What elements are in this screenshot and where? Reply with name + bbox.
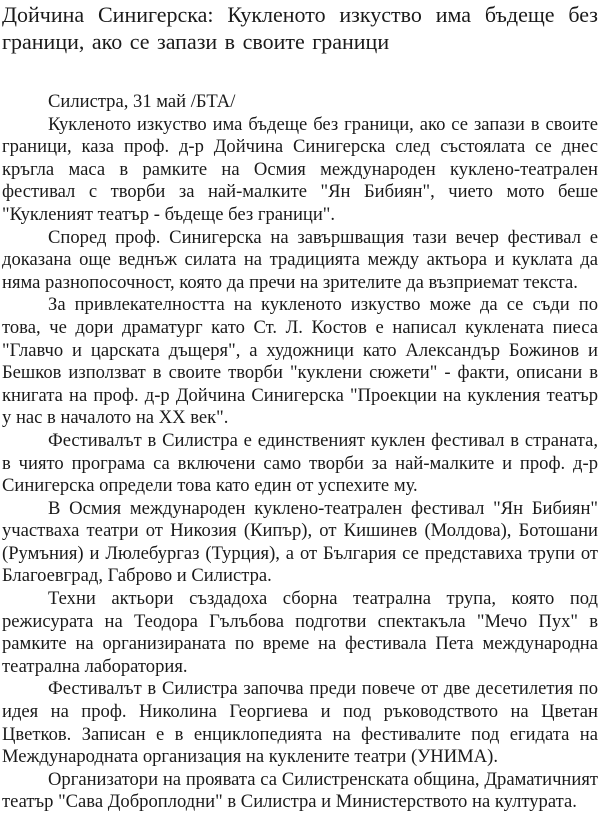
- paragraph: Техни актьори създадоха сборна театрална трупа, която под режисурата на Теодора Гълъбова подготви спектакъла "Мечо Пух" в рамките на организираната по време на фестивала Пета международна театрална лаборатория.: [2, 588, 598, 677]
- paragraph: Фестивалът в Силистра е единственият куклен фестивал в страната, в чиято програма са включени само творби за най-малките и проф. д-р Синигерска определи това като един от успехите му.: [2, 429, 598, 497]
- paragraph: Фестивалът в Силистра започва преди повече от две десетилетия по идея на проф. Николина Георгиева и под ръководството на Цветан Цветков. Записан е в енциклопедията на фестивалите под егидата на Международната организация на куклените театри (УНИМА).: [2, 678, 598, 768]
- article-dateline: Силистра, 31 май /БТА/: [48, 91, 236, 112]
- paragraph: За привлекателността на кукленото изкуство може да се съди по това, че дори драматург като Ст. Л. Костов е написал куклената пиеса "Главчо и царската дъщеря", а художници като Александър Божинов и Бешков използват в своите творби "куклени сюжети" - факти, описани в книгата на проф. д-р Дойчина Синигерска "Проекции на кукления театър у нас в началото на ХХ век".: [2, 294, 598, 429]
- article-title: Дойчина Синигерска: Кукленото изкуство има бъдеще без граници, ако се запази в своите граници: [2, 2, 598, 54]
- paragraph: Според проф. Синигерска на завършващия тази вечер фестивал е доказана още веднъж силата на традицията между актьора и куклата да няма разнопосочност, която да пречи на зрителите да възприемат текста.: [2, 226, 598, 293]
- paragraph: В Осмия международен куклено-театрален фестивал "Ян Бибиян" участваха театри от Никозия (Кипър), от Кишинев (Молдова), Ботошани (Румъния) и Люлебургаз (Турция), а от България се представиха трупи от Благоевград, Габрово и Силистра.: [2, 497, 598, 587]
- paragraph: Организатори на проявата са Силистренската община, Драматичният театър "Сава Доброплодни" в Силистра и Министерството на културата.: [2, 768, 598, 813]
- article-body: [2, 114, 598, 814]
- document-page: [2, 0, 598, 814]
- paragraph: Кукленото изкуство има бъдеще без граници, ако се запази в своите граници, каза проф. д-р Дойчина Синигерска след състоялата се днес кръгла маса в рамките на Осмия международен куклено-театрален фестивал с творби за най-малките "Ян Бибиян", чието мото беше "Кукленият театър - бъдеще без граници".: [2, 113, 598, 225]
